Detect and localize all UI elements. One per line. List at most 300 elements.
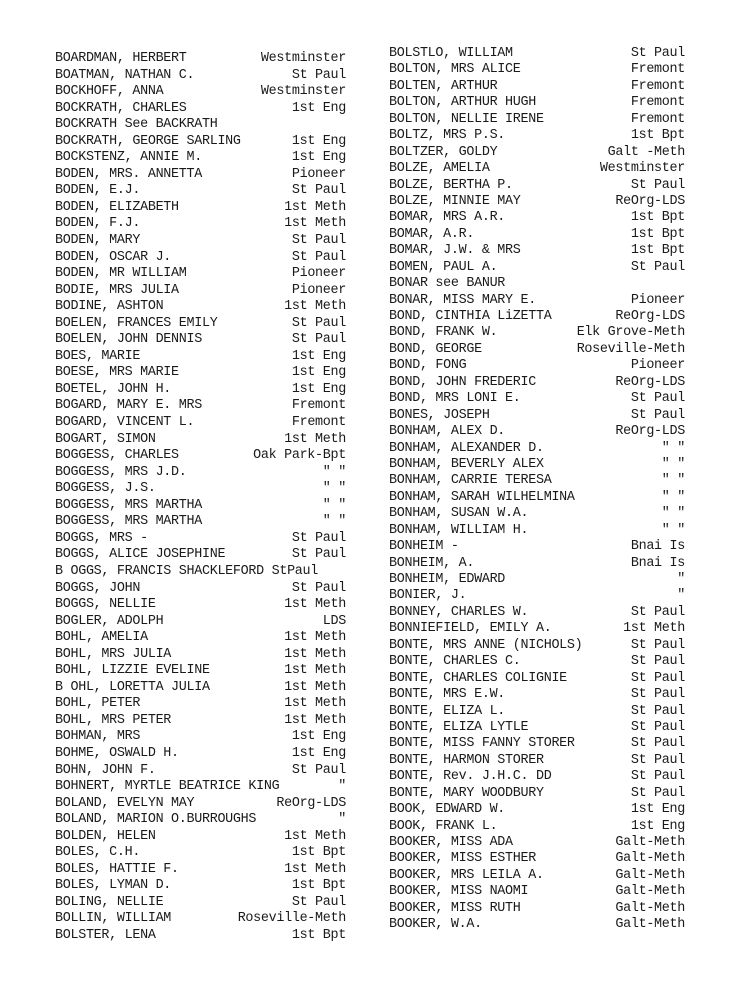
register-entry bbox=[55, 398, 346, 415]
entry-church: St Paul bbox=[630, 752, 685, 768]
register-entry bbox=[389, 884, 685, 900]
entry-church: Pioneer bbox=[630, 292, 685, 308]
entry-name: BOHMAN, MRS bbox=[55, 729, 141, 745]
register-entry bbox=[389, 901, 685, 917]
entry-name: BOGARD, MARY E. MRS bbox=[55, 398, 202, 414]
register-entry bbox=[389, 556, 685, 572]
entry-name: BOATMAN, NATHAN C. bbox=[55, 67, 195, 83]
register-entry bbox=[389, 819, 685, 835]
entry-name: BOLTON, MRS ALICE bbox=[389, 62, 521, 78]
entry-name: BOELEN, FRANCES EMILY bbox=[55, 315, 218, 331]
entry-name: BOLDEN, HELEN bbox=[55, 828, 156, 844]
entry-church: Pioneer bbox=[291, 166, 346, 182]
register-entry bbox=[55, 84, 346, 101]
register-entry bbox=[389, 260, 685, 276]
right-column-list bbox=[389, 46, 685, 934]
entry-name: BODEN, E.J. bbox=[55, 183, 141, 199]
entry-name: BOLTON, NELLIE IRENE bbox=[389, 111, 544, 127]
register-entry bbox=[389, 851, 685, 867]
entry-church: " bbox=[677, 572, 685, 587]
entry-name: BOGGESS, MRS MARTHA bbox=[55, 514, 202, 530]
entry-church: St Paul bbox=[630, 785, 685, 801]
register-entry bbox=[55, 481, 346, 498]
register-entry bbox=[55, 829, 346, 846]
entry-name: BONHEIM - bbox=[389, 539, 459, 555]
register-entry bbox=[389, 654, 685, 670]
entry-church: Pioneer bbox=[291, 282, 346, 298]
entry-name: BOND, FONG bbox=[389, 358, 467, 374]
entry-church: St Paul bbox=[630, 46, 685, 61]
entry-church: 1st Meth bbox=[284, 663, 346, 679]
entry-name: B OGGS, FRANCIS SHACKLEFORD StPaul bbox=[55, 563, 319, 579]
entry-name: BOHME, OSWALD H. bbox=[55, 745, 179, 761]
register-entry bbox=[55, 216, 346, 233]
register-entry bbox=[55, 796, 346, 813]
entry-church: St Paul bbox=[291, 233, 346, 249]
entry-church: " " bbox=[661, 456, 685, 472]
entry-name: BOLING, NELLIE bbox=[55, 894, 164, 910]
register-entry bbox=[55, 432, 346, 449]
entry-name: BONAR see BANUR bbox=[389, 276, 506, 292]
entry-church: Galt-Meth bbox=[615, 867, 685, 883]
register-entry bbox=[389, 62, 685, 78]
entry-church: Pioneer bbox=[630, 358, 685, 374]
entry-church: ReOrg-LDS bbox=[276, 795, 346, 811]
entry-church: 1st Bpt bbox=[630, 210, 685, 226]
entry-church: LDS bbox=[322, 613, 346, 629]
entry-name: BOLES, C.H. bbox=[55, 845, 141, 861]
entry-name: BOGGS, MRS - bbox=[55, 530, 148, 546]
entry-name: BOETEL, JOHN H. bbox=[55, 381, 172, 397]
entry-church: 1st Meth bbox=[284, 597, 346, 613]
entry-church: 1st Eng bbox=[291, 150, 346, 166]
entry-church: 1st Eng bbox=[630, 818, 685, 834]
register-entry bbox=[389, 358, 685, 374]
entry-name: BOLES, LYMAN D. bbox=[55, 878, 172, 894]
register-entry bbox=[55, 696, 346, 713]
entry-name: BONHEIM, A. bbox=[389, 555, 475, 571]
entry-church: St Paul bbox=[630, 637, 685, 653]
entry-church: St Paul bbox=[630, 259, 685, 275]
register-entry bbox=[389, 720, 685, 736]
entry-name: BONHAM, BEVERLY ALEX bbox=[389, 456, 544, 472]
register-entry bbox=[389, 194, 685, 210]
entry-name: BOGARD, VINCENT L. bbox=[55, 415, 195, 431]
entry-church: 1st Eng bbox=[291, 100, 346, 116]
entry-name: BONHAM, ALEXANDER D. bbox=[389, 440, 544, 456]
entry-name: BONES, JOSEPH bbox=[389, 407, 490, 423]
entry-church: 1st Eng bbox=[291, 729, 346, 745]
entry-church: St Paul bbox=[291, 315, 346, 331]
entry-church: St Paul bbox=[630, 654, 685, 670]
register-entry bbox=[389, 457, 685, 473]
entry-name: BOHL, MRS JULIA bbox=[55, 646, 172, 662]
entry-name: BOND, MRS LONI E. bbox=[389, 391, 521, 407]
entry-church: St Paul bbox=[291, 530, 346, 546]
register-entry bbox=[389, 112, 685, 128]
register-entry bbox=[389, 588, 685, 604]
register-entry bbox=[55, 233, 346, 250]
entry-name: BOMAR, A.R. bbox=[389, 226, 475, 242]
entry-name: BONNEY, CHARLES W. bbox=[389, 604, 529, 620]
register-entry bbox=[389, 293, 685, 309]
entry-church: St Paul bbox=[630, 407, 685, 423]
entry-name: BOCKRATH, CHARLES bbox=[55, 100, 187, 116]
register-entry bbox=[389, 424, 685, 440]
register-entry bbox=[389, 227, 685, 243]
entry-name: BODEN, OSCAR J. bbox=[55, 249, 172, 265]
entry-name: BOCKSTENZ, ANNIE M. bbox=[55, 150, 202, 166]
register-entry bbox=[55, 779, 346, 796]
entry-church: 1st Bpt bbox=[291, 878, 346, 894]
register-entry bbox=[55, 415, 346, 432]
entry-name: BOGGESS, J.S. bbox=[55, 481, 156, 497]
register-entry bbox=[389, 95, 685, 111]
register-entry bbox=[55, 763, 346, 780]
entry-church: St Paul bbox=[630, 719, 685, 735]
entry-name: BOGGS, JOHN bbox=[55, 580, 141, 596]
entry-name: BOOKER, MISS ESTHER bbox=[389, 851, 536, 867]
entry-name: BOLTON, ARTHUR HUGH bbox=[389, 95, 536, 111]
entry-name: BOOK, EDWARD W. bbox=[389, 802, 506, 818]
entry-church: St Paul bbox=[291, 249, 346, 265]
entry-church: " " bbox=[661, 440, 685, 456]
entry-name: BOGGS, NELLIE bbox=[55, 597, 156, 613]
entry-church: 1st Meth bbox=[284, 216, 346, 232]
entry-church: Galt-Meth bbox=[615, 851, 685, 867]
entry-church: Fremont bbox=[630, 95, 685, 111]
entry-church: St Paul bbox=[630, 687, 685, 703]
entry-church: 1st Eng bbox=[291, 745, 346, 761]
entry-name: BONTE, Rev. J.H.C. DD bbox=[389, 769, 552, 785]
entry-church: Fremont bbox=[291, 415, 346, 431]
entry-church: 1st Bpt bbox=[630, 243, 685, 259]
register-entry bbox=[389, 391, 685, 407]
entry-church: " " bbox=[661, 473, 685, 489]
register-entry bbox=[55, 663, 346, 680]
entry-church: 1st Meth bbox=[284, 712, 346, 728]
entry-church: St Paul bbox=[291, 580, 346, 596]
entry-name: BOHL, MRS PETER bbox=[55, 712, 172, 728]
entry-church: 1st Meth bbox=[623, 621, 685, 637]
entry-name: BONTE, MRS E.W. bbox=[389, 687, 506, 703]
entry-name: BOND, JOHN FREDERIC bbox=[389, 374, 536, 390]
entry-name: BOLLIN, WILLIAM bbox=[55, 911, 172, 927]
entry-name: BOELEN, JOHN DENNIS bbox=[55, 332, 202, 348]
entry-church: " " bbox=[322, 464, 346, 480]
register-entry bbox=[55, 498, 346, 515]
entry-church: 1st Eng bbox=[630, 802, 685, 818]
register-entry bbox=[55, 250, 346, 267]
entry-name: BOHN, JOHN F. bbox=[55, 762, 156, 778]
entry-church: St Paul bbox=[291, 894, 346, 910]
entry-name: B OHL, LORETTA JULIA bbox=[55, 679, 210, 695]
entry-name: BONHAM, CARRIE TERESA bbox=[389, 473, 552, 489]
entry-name: BOMAR, MRS A.R. bbox=[389, 210, 506, 226]
entry-name: BOOK, FRANK L. bbox=[389, 818, 498, 834]
register-entry bbox=[55, 614, 346, 631]
entry-church: Galt -Meth bbox=[607, 144, 685, 160]
entry-name: BOGGESS, MRS MARTHA bbox=[55, 497, 202, 513]
entry-name: BOARDMAN, HERBERT bbox=[55, 51, 187, 66]
register-entry bbox=[55, 729, 346, 746]
entry-church: 1st Meth bbox=[284, 431, 346, 447]
entry-name: BOLES, HATTIE F. bbox=[55, 861, 179, 877]
entry-church: 1st Bpt bbox=[291, 845, 346, 861]
register-entry bbox=[55, 713, 346, 730]
entry-name: BONHAM, SARAH WILHELMINA bbox=[389, 489, 575, 505]
entry-name: BODEN, MRS. ANNETTA bbox=[55, 166, 202, 182]
register-entry bbox=[55, 382, 346, 399]
register-entry bbox=[55, 332, 346, 349]
register-entry bbox=[55, 448, 346, 465]
register-entry bbox=[55, 68, 346, 85]
entry-name: BOOKER, MISS NAOMI bbox=[389, 884, 529, 900]
entry-church: St Paul bbox=[630, 769, 685, 785]
entry-church: 1st Eng bbox=[291, 348, 346, 364]
register-entry bbox=[55, 299, 346, 316]
entry-name: BOHL, LIZZIE EVELINE bbox=[55, 663, 210, 679]
entry-church: St Paul bbox=[291, 547, 346, 563]
register-entry bbox=[389, 605, 685, 621]
entry-name: BOGART, SIMON bbox=[55, 431, 156, 447]
entry-name: BOCKRATH See BACKRATH bbox=[55, 117, 218, 133]
register-entry bbox=[389, 769, 685, 785]
entry-church: 1st Meth bbox=[284, 630, 346, 646]
register-entry bbox=[55, 349, 346, 366]
entry-church: Oak Park-Bpt bbox=[253, 448, 346, 464]
entry-name: BOOKER, MRS LEILA A. bbox=[389, 867, 544, 883]
entry-church: Galt-Meth bbox=[615, 917, 685, 933]
entry-church: Fremont bbox=[630, 111, 685, 127]
entry-name: BOOKER, W.A. bbox=[389, 917, 482, 933]
register-entry bbox=[389, 325, 685, 341]
entry-name: BOGGS, ALICE JOSEPHINE bbox=[55, 547, 226, 563]
entry-church: St Paul bbox=[630, 703, 685, 719]
register-entry bbox=[55, 812, 346, 829]
entry-church: " bbox=[677, 588, 685, 604]
register-entry bbox=[55, 283, 346, 300]
entry-church: St Paul bbox=[291, 762, 346, 778]
register-entry bbox=[55, 928, 346, 945]
register-entry bbox=[389, 46, 685, 62]
register-entry bbox=[389, 687, 685, 703]
register-entry bbox=[389, 79, 685, 95]
register-entry bbox=[55, 101, 346, 118]
entry-name: BOGLER, ADOLPH bbox=[55, 613, 164, 629]
entry-church: Pioneer bbox=[291, 266, 346, 282]
entry-name: BONNIEFIELD, EMILY A. bbox=[389, 621, 552, 637]
entry-name: BOLZE, BERTHA P. bbox=[389, 177, 513, 193]
register-entry bbox=[389, 375, 685, 391]
register-entry bbox=[389, 473, 685, 489]
register-entry bbox=[55, 547, 346, 564]
entry-name: BONHAM, WILLIAM H. bbox=[389, 522, 529, 538]
register-entry bbox=[55, 746, 346, 763]
entry-name: BOND, FRANK W. bbox=[389, 325, 498, 341]
entry-church: ReOrg-LDS bbox=[615, 193, 685, 209]
entry-church: " " bbox=[322, 497, 346, 513]
entry-church: " " bbox=[322, 514, 346, 530]
register-entry bbox=[389, 917, 685, 933]
entry-church: ReOrg-LDS bbox=[615, 424, 685, 440]
entry-church: Westminster bbox=[260, 84, 346, 100]
register-entry bbox=[389, 802, 685, 818]
register-entry bbox=[55, 680, 346, 697]
entry-church: 1st Eng bbox=[291, 133, 346, 149]
entry-church: Bnai Is bbox=[630, 555, 685, 571]
entry-name: BOLTZER, GOLDY bbox=[389, 144, 498, 160]
entry-name: BOHL, PETER bbox=[55, 696, 141, 712]
register-entry bbox=[389, 523, 685, 539]
entry-name: BOLTEN, ARTHUR bbox=[389, 78, 498, 94]
register-entry bbox=[389, 835, 685, 851]
entry-name: BONTE, ELIZA LYTLE bbox=[389, 719, 529, 735]
register-entry bbox=[55, 150, 346, 167]
entry-church: 1st Meth bbox=[284, 696, 346, 712]
register-entry bbox=[55, 862, 346, 879]
register-entry bbox=[389, 506, 685, 522]
entry-name: BOLSTER, LENA bbox=[55, 927, 156, 943]
register-entry bbox=[55, 895, 346, 912]
register-entry bbox=[55, 465, 346, 482]
left-column-list bbox=[55, 51, 346, 945]
entry-church: Fremont bbox=[291, 398, 346, 414]
entry-church: Roseville-Meth bbox=[237, 911, 346, 927]
entry-name: BOHL, AMELIA bbox=[55, 630, 148, 646]
register-entry bbox=[55, 316, 346, 333]
entry-church: St Paul bbox=[291, 67, 346, 83]
entry-church: " " bbox=[661, 506, 685, 522]
entry-name: BOLSTLO, WILLIAM bbox=[389, 46, 513, 61]
entry-church: ReOrg-LDS bbox=[615, 309, 685, 324]
entry-church: 1st Bpt bbox=[630, 226, 685, 242]
entry-church: " bbox=[338, 779, 346, 795]
register-entry bbox=[389, 309, 685, 325]
entry-church: 1st Bpt bbox=[630, 128, 685, 144]
entry-name: BONTE, CHARLES C. bbox=[389, 654, 521, 670]
entry-church: St Paul bbox=[630, 391, 685, 407]
register-entry bbox=[389, 490, 685, 506]
entry-name: BONIER, J. bbox=[389, 588, 467, 604]
register-entry bbox=[389, 178, 685, 194]
entry-name: BOLAND, EVELYN MAY bbox=[55, 795, 195, 811]
entry-church: St Paul bbox=[630, 736, 685, 752]
entry-church: Fremont bbox=[630, 78, 685, 94]
entry-church: 1st Meth bbox=[284, 646, 346, 662]
entry-name: BONTE, HARMON STORER bbox=[389, 752, 544, 768]
register-entry bbox=[55, 630, 346, 647]
register-entry bbox=[55, 51, 346, 68]
entry-name: BODEN, MARY bbox=[55, 233, 141, 249]
entry-name: BOGGESS, MRS J.D. bbox=[55, 464, 187, 480]
entry-church: " bbox=[338, 812, 346, 828]
register-entry bbox=[55, 647, 346, 664]
entry-name: BOMEN, PAUL A. bbox=[389, 259, 498, 275]
register-entry bbox=[55, 581, 346, 598]
entry-name: BONHAM, ALEX D. bbox=[389, 424, 506, 440]
entry-church: 1st Meth bbox=[284, 199, 346, 215]
entry-name: BONTE, MARY WOODBURY bbox=[389, 785, 544, 801]
entry-church: 1st Meth bbox=[284, 861, 346, 877]
register-entry bbox=[389, 572, 685, 588]
register-entry bbox=[389, 736, 685, 752]
entry-church: St Paul bbox=[630, 177, 685, 193]
register-entry bbox=[389, 441, 685, 457]
entry-church: St Paul bbox=[630, 604, 685, 620]
entry-church: Fremont bbox=[630, 62, 685, 78]
entry-church: 1st Bpt bbox=[291, 927, 346, 943]
register-entry bbox=[389, 671, 685, 687]
entry-church: Elk Grove-Meth bbox=[576, 325, 685, 341]
register-entry bbox=[389, 868, 685, 884]
entry-church: St Paul bbox=[291, 183, 346, 199]
register-entry bbox=[389, 161, 685, 177]
entry-church: ReOrg-LDS bbox=[615, 374, 685, 390]
entry-church: Galt-Meth bbox=[615, 884, 685, 900]
register-entry bbox=[389, 704, 685, 720]
register-entry bbox=[55, 117, 346, 134]
entry-name: BONTE, MRS ANNE (NICHOLS) bbox=[389, 637, 583, 653]
register-entry bbox=[55, 878, 346, 895]
entry-name: BOOKER, MISS RUTH bbox=[389, 900, 521, 916]
entry-church: Bnai Is bbox=[630, 539, 685, 555]
entry-church: Westminster bbox=[260, 51, 346, 66]
entry-church: 1st Eng bbox=[291, 365, 346, 381]
entry-name: BOLZE, MINNIE MAY bbox=[389, 193, 521, 209]
register-entry bbox=[389, 753, 685, 769]
entry-church: Galt-Meth bbox=[615, 900, 685, 916]
register-entry bbox=[55, 183, 346, 200]
entry-church: 1st Eng bbox=[291, 381, 346, 397]
register-entry bbox=[389, 128, 685, 144]
entry-church: 1st Meth bbox=[284, 679, 346, 695]
entry-name: BOLAND, MARION O.BURROUGHS bbox=[55, 812, 257, 828]
entry-name: BODINE, ASHTON bbox=[55, 299, 164, 315]
entry-name: BOHNERT, MYRTLE BEATRICE KING bbox=[55, 779, 280, 795]
entry-name: BONHEIM, EDWARD bbox=[389, 572, 506, 587]
entry-church: " " bbox=[661, 489, 685, 505]
register-entry bbox=[55, 200, 346, 217]
register-entry bbox=[55, 911, 346, 928]
entry-name: BONHAM, SUSAN W.A. bbox=[389, 506, 529, 522]
register-entry bbox=[389, 342, 685, 358]
entry-name: BOMAR, J.W. & MRS bbox=[389, 243, 521, 259]
register-entry bbox=[55, 266, 346, 283]
entry-church: 1st Meth bbox=[284, 828, 346, 844]
entry-name: BOLTZ, MRS P.S. bbox=[389, 128, 506, 144]
register-entry bbox=[389, 621, 685, 637]
entry-name: BOND, GEORGE bbox=[389, 341, 482, 357]
register-entry bbox=[389, 210, 685, 226]
register-entry bbox=[389, 276, 685, 292]
entry-church: Galt-Meth bbox=[615, 835, 685, 850]
entry-name: BODEN, MR WILLIAM bbox=[55, 266, 187, 282]
register-entry bbox=[389, 786, 685, 802]
entry-name: BOESE, MRS MARIE bbox=[55, 365, 179, 381]
entry-church: " " bbox=[322, 481, 346, 497]
register-entry bbox=[389, 145, 685, 161]
register-entry bbox=[389, 243, 685, 259]
entry-name: BODEN, F.J. bbox=[55, 216, 141, 232]
entry-name: BONTE, ELIZA L. bbox=[389, 703, 506, 719]
entry-church: " " bbox=[661, 522, 685, 538]
register-entry bbox=[55, 845, 346, 862]
entry-name: BOOKER, MISS ADA bbox=[389, 835, 513, 850]
register-entry bbox=[55, 134, 346, 151]
entry-church: Westminster bbox=[599, 161, 685, 177]
entry-name: BOLZE, AMELIA bbox=[389, 161, 490, 177]
